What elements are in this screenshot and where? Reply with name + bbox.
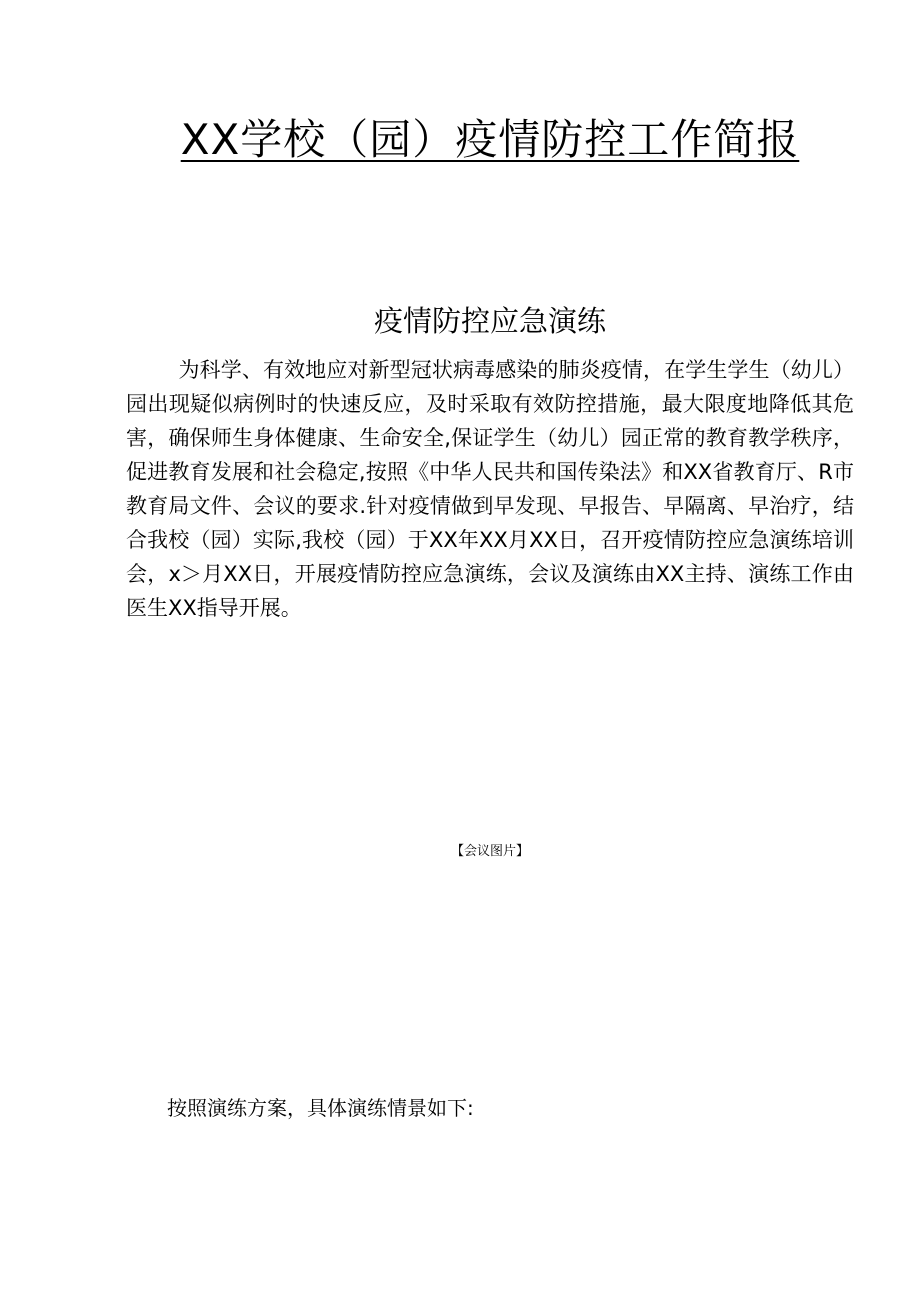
meeting-photo-placeholder: 【会议图片】	[450, 844, 529, 859]
body-paragraph: 为科学、有效地应对新型冠状病毒感染的肺炎疫情，在学生学生（幼儿）园出现疑似病例时的快速反应，及时采取有效防控措施，最大限度地降低其危害，确保师生身体健康、生命安全,保证学生（幼儿）园正常的教育教学秩序，促进教育发展和社会稳定,按照《中华人民共和国传染法》和XX省教育厅、R市教育局文件、会议的要求.针对疫情做到早发现、早报告、早隔离、早治疗，结合我校（园）实际,我校（园）于XX年XX月XX日，召开疫情防控应急演练培训会，x＞月XX日，开展疫情防控应急演练，会议及演练由XX主持、演练工作由医生XX指导开展。	[126, 358, 854, 620]
document-title-text: XX学校（园）疫情防控工作简报	[180, 115, 800, 164]
drill-scenario-intro: 按照演练方案，具体演练情景如下:	[167, 1096, 474, 1120]
document-title	[0, 112, 920, 168]
section-title: 疫情防控应急演练	[373, 304, 606, 338]
